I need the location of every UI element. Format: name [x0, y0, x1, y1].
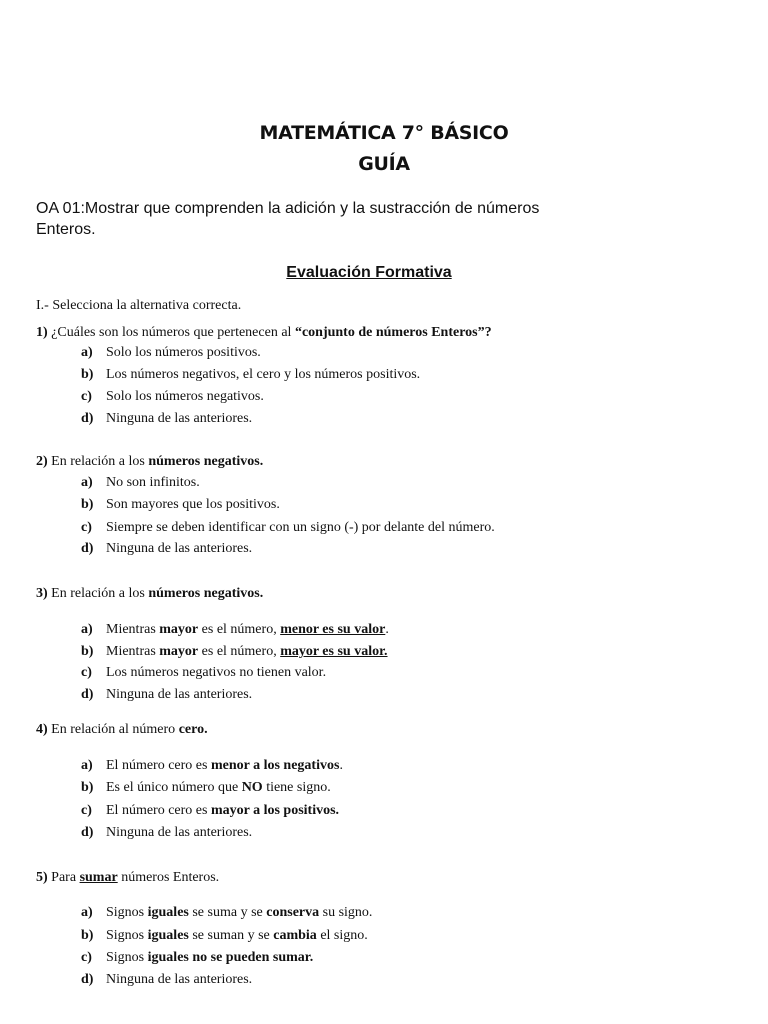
- question-text: Para: [51, 870, 80, 885]
- question-1-option-d: [81, 411, 252, 427]
- question-number: 3): [36, 586, 48, 601]
- question-5-option-d: [81, 972, 252, 988]
- option-text: No son infinitos.: [106, 475, 200, 490]
- option-text: El número cero es: [106, 758, 211, 773]
- question-text: En relación a los: [51, 586, 149, 601]
- option-text: Los números negativos, el cero y los números positivos.: [106, 367, 421, 382]
- page-subtitle: GUÍA: [358, 153, 410, 175]
- option-text: Solo los números negativos.: [106, 389, 264, 404]
- option-letter: a): [81, 758, 93, 773]
- option-emphasis: conserva: [266, 905, 320, 920]
- question-4-option-d: [81, 825, 252, 841]
- question-5-option-a: [81, 905, 372, 921]
- option-text: Ninguna de las anteriores.: [106, 411, 253, 426]
- question-number: 2): [36, 454, 48, 469]
- option-letter: c): [81, 665, 92, 680]
- option-text: Signos: [106, 928, 148, 943]
- option-text: es el número,: [198, 622, 281, 637]
- section-title: Evaluación Formativa: [286, 264, 452, 281]
- option-text: Ninguna de las anteriores.: [106, 541, 253, 556]
- question-1-option-b: [81, 367, 420, 383]
- option-letter: b): [81, 780, 94, 795]
- option-emphasis: iguales: [147, 928, 189, 943]
- question-5-stem: [36, 870, 219, 886]
- option-emphasis: iguales no se pueden sumar.: [147, 950, 314, 965]
- question-5-option-c: [81, 950, 313, 966]
- option-text: Ninguna de las anteriores.: [106, 825, 253, 840]
- objective-text: [36, 198, 636, 240]
- question-1-option-c: [81, 389, 264, 405]
- question-4-option-c: [81, 803, 339, 819]
- option-text: se suman y se: [188, 928, 274, 943]
- question-text: números Enteros.: [117, 870, 220, 885]
- option-text: El número cero es: [106, 803, 211, 818]
- question-2-option-c: [81, 520, 495, 536]
- option-text: Mientras: [106, 644, 160, 659]
- option-text: Son mayores que los positivos.: [106, 497, 280, 512]
- option-text: Es el único número que: [106, 780, 242, 795]
- question-3-option-b: [81, 644, 388, 660]
- question-3-option-d: [81, 687, 252, 703]
- objective-line-1: OA 01:Mostrar que comprenden la adición y la sustracción de números: [36, 200, 540, 217]
- question-2-option-a: [81, 475, 200, 491]
- option-text: Mientras: [106, 622, 160, 637]
- question-3-stem: [36, 586, 263, 602]
- option-text: Ninguna de las anteriores.: [106, 687, 253, 702]
- option-letter: a): [81, 905, 93, 920]
- question-number: 1): [36, 325, 48, 340]
- question-5-option-b: [81, 928, 368, 944]
- question-3-option-a: [81, 622, 389, 638]
- option-letter: b): [81, 497, 94, 512]
- option-text: el signo.: [316, 928, 368, 943]
- question-4-stem: [36, 722, 208, 738]
- question-3-option-c: [81, 665, 326, 681]
- option-emphasis-underlined: menor es su valor: [280, 622, 386, 637]
- objective-line-2: Enteros.: [36, 221, 96, 238]
- option-text: Solo los números positivos.: [106, 345, 261, 360]
- option-text: es el número,: [198, 644, 281, 659]
- question-text: En relación a los: [51, 454, 149, 469]
- option-letter: d): [81, 411, 94, 426]
- option-letter: b): [81, 928, 94, 943]
- question-emphasis: “conjunto de números Enteros”?: [294, 325, 492, 340]
- option-letter: c): [81, 520, 92, 535]
- question-emphasis: números negativos.: [148, 454, 264, 469]
- option-letter: a): [81, 622, 93, 637]
- option-emphasis: iguales: [147, 905, 189, 920]
- option-text: Signos: [106, 950, 148, 965]
- question-4-option-a: [81, 758, 343, 774]
- option-letter: a): [81, 475, 93, 490]
- option-emphasis: cambia: [273, 928, 317, 943]
- option-text: .: [385, 622, 389, 637]
- option-text: Los números negativos no tienen valor.: [106, 665, 327, 680]
- option-emphasis: mayor: [159, 622, 199, 637]
- option-letter: c): [81, 389, 92, 404]
- question-2-stem: [36, 454, 263, 470]
- option-letter: b): [81, 644, 94, 659]
- option-text: .: [339, 758, 343, 773]
- option-letter: c): [81, 950, 92, 965]
- option-letter: c): [81, 803, 92, 818]
- instruction-text: I.- Selecciona la alternativa correcta.: [36, 298, 242, 313]
- question-1-stem: [36, 325, 492, 341]
- option-text: su signo.: [319, 905, 373, 920]
- question-2-option-b: [81, 497, 280, 513]
- option-text: tiene signo.: [262, 780, 331, 795]
- page-title: MATEMÁTICA 7° BÁSICO: [259, 122, 509, 144]
- question-text: ¿Cuáles son los números que pertenecen al: [51, 325, 295, 340]
- question-2-option-d: [81, 541, 252, 557]
- option-emphasis-underlined: mayor es su valor.: [280, 644, 388, 659]
- question-1-option-a: [81, 345, 261, 361]
- option-emphasis: menor a los negativos: [210, 758, 340, 773]
- option-letter: d): [81, 541, 94, 556]
- option-text: Siempre se deben identificar con un signo (-) por delante del número.: [106, 520, 495, 535]
- question-emphasis: cero.: [178, 722, 208, 737]
- question-emphasis: sumar: [79, 870, 118, 885]
- option-letter: d): [81, 972, 94, 987]
- option-letter: a): [81, 345, 93, 360]
- option-letter: b): [81, 367, 94, 382]
- question-number: 4): [36, 722, 48, 737]
- option-letter: d): [81, 825, 94, 840]
- option-text: se suma y se: [188, 905, 267, 920]
- option-emphasis: mayor: [159, 644, 199, 659]
- option-letter: d): [81, 687, 94, 702]
- option-emphasis: mayor a los positivos.: [210, 803, 340, 818]
- question-4-option-b: [81, 780, 331, 796]
- question-number: 5): [36, 870, 48, 885]
- question-text: En relación al número: [51, 722, 179, 737]
- option-text: Signos: [106, 905, 148, 920]
- option-emphasis: NO: [241, 780, 263, 795]
- option-text: Ninguna de las anteriores.: [106, 972, 253, 987]
- question-emphasis: números negativos.: [148, 586, 264, 601]
